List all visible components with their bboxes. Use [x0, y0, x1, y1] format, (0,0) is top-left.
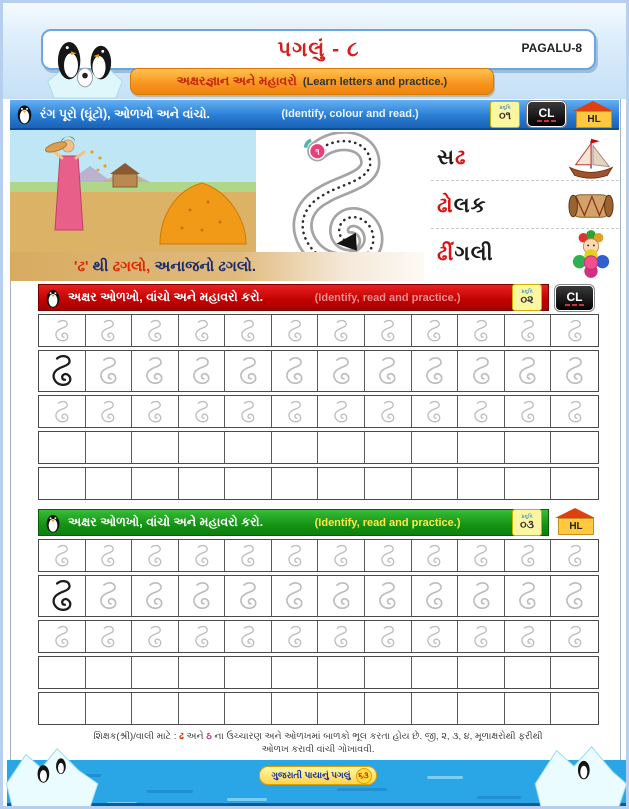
activity-3-instruction-english: (Identify, read and practice.): [314, 516, 461, 529]
activity-banner-2: [38, 284, 549, 311]
trace-cell: [272, 621, 319, 652]
trace-cell: [272, 540, 319, 571]
iceberg-left-icon: [3, 737, 113, 809]
practice-row: [38, 350, 599, 392]
dha-letter-glyph: [565, 319, 585, 343]
trace-cell: [505, 315, 552, 346]
dha-letter-glyph: [375, 356, 400, 386]
trace-cell: [458, 693, 505, 724]
dha-letter-glyph: [424, 544, 444, 568]
dha-letter-glyph: [378, 625, 398, 649]
trace-cell: [318, 657, 365, 688]
subheader-banner: [130, 68, 494, 95]
trace-cell: [39, 576, 86, 616]
dha-letter-glyph: [518, 400, 538, 424]
trace-cell: [179, 315, 226, 346]
trace-cell: [39, 432, 86, 463]
dha-letter-glyph: [192, 319, 212, 343]
trace-cell: [132, 693, 179, 724]
dha-letter-glyph: [238, 544, 258, 568]
practice-row: [38, 314, 599, 347]
trace-cell: [551, 540, 598, 571]
trace-cell: [39, 540, 86, 571]
dha-letter-glyph: [562, 581, 587, 611]
dha-letter-glyph: [285, 625, 305, 649]
trace-cell: [412, 351, 459, 391]
page-code: PAGALU-8: [521, 41, 582, 55]
trace-cell: [132, 468, 179, 499]
trace-cell: [551, 693, 598, 724]
trace-cell: [412, 540, 459, 571]
trace-cell: [458, 621, 505, 652]
activity-1-number-badge: [490, 101, 520, 128]
activity-2-instruction-gujarati: અક્ષર ઓળખો, વાંચો અને મહાવરો કરો.: [68, 290, 264, 304]
dha-letter-glyph: [52, 319, 72, 343]
trace-cell: [225, 468, 272, 499]
trace-cell: [505, 432, 552, 463]
penguin-logo-icon: [43, 23, 127, 103]
trace-cell: [86, 576, 133, 616]
activity-1-instruction-english: (Identify, colour and read.): [281, 108, 419, 120]
page-title: પગલું - ૮: [277, 37, 360, 61]
trace-cell: [132, 432, 179, 463]
trace-cell: [86, 396, 133, 427]
trace-cell: [505, 576, 552, 616]
dha-letter-glyph: [518, 625, 538, 649]
dha-letter-glyph: [329, 356, 354, 386]
trace-cell: [412, 468, 459, 499]
trace-cell: [86, 351, 133, 391]
word-text: સઢ: [437, 146, 467, 169]
trace-cell: [365, 396, 412, 427]
trace-cell: [458, 396, 505, 427]
trace-cell: [365, 540, 412, 571]
trace-cell: [551, 351, 598, 391]
trace-cell: [458, 432, 505, 463]
classwork-badge-label: CL: [538, 105, 555, 120]
practice-row: [38, 620, 599, 653]
trace-cell: [132, 396, 179, 427]
dha-letter-glyph: [98, 625, 118, 649]
trace-cell: [551, 432, 598, 463]
book-title: ગુજરાતી પાયાનું પગલું: [271, 770, 351, 780]
trace-cell: [458, 468, 505, 499]
classwork-badge-label: CL: [566, 289, 583, 304]
sailboat-icon: [563, 135, 619, 181]
practice-row: [38, 692, 599, 725]
trace-cell: [318, 432, 365, 463]
trace-cell: [132, 657, 179, 688]
activity-2-number: ૦૨: [520, 293, 534, 306]
trace-cell: [272, 396, 319, 427]
dha-letter-glyph: [424, 625, 444, 649]
dha-letter-glyph: [378, 400, 398, 424]
dha-letter-glyph: [378, 319, 398, 343]
word-item: [431, 232, 619, 276]
dha-letter-glyph: [145, 625, 165, 649]
lesson-caption: 'ઢ' થી ઢગલો, અનાજનો ઢગલો.: [73, 258, 257, 275]
trace-cell: [86, 315, 133, 346]
activity-3-instruction-gujarati: અક્ષર ઓળખો, વાંચો અને મહાવરો કરો.: [68, 515, 264, 529]
trace-cell: [179, 432, 226, 463]
trace-cell: [365, 657, 412, 688]
dha-letter-glyph: [52, 625, 72, 649]
trace-cell: [179, 396, 226, 427]
activity-banner-3: [38, 509, 549, 536]
dha-letter-glyph: [378, 544, 398, 568]
trace-cell: [318, 468, 365, 499]
trace-cell: [551, 396, 598, 427]
dha-letter-glyph: [52, 544, 72, 568]
trace-cell: [318, 315, 365, 346]
trace-cell: [505, 621, 552, 652]
trace-cell: [179, 468, 226, 499]
dha-letter-glyph: [98, 319, 118, 343]
dha-letter-glyph: [96, 356, 121, 386]
dha-letter-glyph: [98, 400, 118, 424]
dha-letter-glyph: [282, 581, 307, 611]
trace-cell: [39, 396, 86, 427]
trace-cell: [86, 657, 133, 688]
trace-cell: [179, 540, 226, 571]
trace-cell: [365, 351, 412, 391]
trace-cell: [412, 657, 459, 688]
homework-badge: [573, 101, 613, 127]
trace-cell: [412, 576, 459, 616]
dha-letter-glyph: [424, 400, 444, 424]
dha-letter-glyph: [422, 356, 447, 386]
homework-badge-label: HL: [576, 111, 612, 128]
trace-cell: [318, 621, 365, 652]
trace-cell: [551, 657, 598, 688]
homework-badge-label: HL: [558, 518, 594, 535]
dha-letter-glyph: [192, 625, 212, 649]
trace-cell: [458, 351, 505, 391]
dha-letter-glyph: [515, 356, 540, 386]
trace-cell: [179, 351, 226, 391]
dha-letter-glyph: [565, 544, 585, 568]
dha-letter-glyph: [518, 544, 538, 568]
trace-cell: [365, 468, 412, 499]
trace-cell: [225, 657, 272, 688]
trace-cell: [86, 540, 133, 571]
dha-letter-glyph: [471, 319, 491, 343]
trace-cell: [225, 396, 272, 427]
word-item: [431, 136, 619, 181]
dha-letter-glyph: [285, 544, 305, 568]
trace-cell: [412, 396, 459, 427]
dha-letter-glyph: [471, 625, 491, 649]
dha-letter-glyph: [48, 354, 76, 388]
trace-cell: [365, 432, 412, 463]
teacher-note: શિક્ષક(શ્રી)/વાલી માટે : ઢ અને ઠ ના ઉચ્ચારણ અને ઓળખમાં બાળકો ભૂલ કરતા હોય છે. જી, ૨, ૩, ૪, મૂળાક્ષરોથી ફરીથી ઓળખ કરાવી વાંચી ગોખાવવી.: [93, 731, 543, 755]
trace-cell: [365, 621, 412, 652]
trace-cell: [39, 351, 86, 391]
doll-icon: [563, 230, 619, 278]
practice-row: [38, 575, 599, 617]
trace-cell: [39, 468, 86, 499]
trace-cell: [505, 351, 552, 391]
trace-cell: [318, 693, 365, 724]
trace-cell: [132, 576, 179, 616]
practice-row: [38, 395, 599, 428]
house-roof-icon: [573, 101, 613, 111]
dha-letter-glyph: [238, 319, 258, 343]
trace-cell: [179, 576, 226, 616]
activity-2-instruction-english: (Identify, read and practice.): [314, 291, 461, 304]
activity-3-number: ૦૩: [520, 518, 534, 531]
trace-cell: [412, 432, 459, 463]
classwork-badge: [527, 101, 566, 127]
activity-2-number-badge: [512, 284, 542, 311]
trace-cell: [179, 657, 226, 688]
trace-cell: [505, 657, 552, 688]
dha-letter-glyph: [52, 400, 72, 424]
dha-letter-glyph: [189, 356, 214, 386]
trace-cell: [318, 396, 365, 427]
trace-cell: [225, 621, 272, 652]
caption-strip: [10, 252, 424, 281]
dha-letter-glyph: [238, 625, 258, 649]
trace-cell: [505, 396, 552, 427]
dha-letter-glyph: [375, 581, 400, 611]
trace-cell: [225, 432, 272, 463]
activity-badge-label: પ્રવૃત્તિ: [499, 105, 511, 111]
dha-letter-glyph: [282, 356, 307, 386]
trace-cell: [225, 693, 272, 724]
dha-letter-glyph: [285, 319, 305, 343]
page-number: ૬૩: [356, 768, 372, 784]
dha-letter-glyph: [331, 625, 351, 649]
book-title-pill: [258, 766, 376, 785]
trace-cell: [458, 315, 505, 346]
trace-cell: [272, 351, 319, 391]
trace-cell: [505, 693, 552, 724]
trace-cell: [86, 432, 133, 463]
trace-cell: [39, 657, 86, 688]
dha-letter-glyph: [285, 400, 305, 424]
dha-letter-glyph: [469, 356, 494, 386]
practice-grid-2: [38, 539, 599, 728]
practice-grid-1: [38, 314, 599, 503]
trace-cell: [318, 540, 365, 571]
trace-cell: [458, 540, 505, 571]
trace-cell: [132, 540, 179, 571]
dha-letter-glyph: [331, 319, 351, 343]
penguin-icon: [45, 512, 61, 534]
practice-row: [38, 431, 599, 464]
activity-3-number-badge: [512, 509, 542, 536]
word-text: ઢીંગલી: [437, 242, 494, 265]
word-text: ઢોલક: [437, 194, 487, 217]
trace-cell: [272, 693, 319, 724]
penguin-icon: [45, 287, 61, 309]
trace-cell: [86, 693, 133, 724]
trace-cell: [458, 657, 505, 688]
practice-row: [38, 656, 599, 689]
dha-letter-glyph: [422, 581, 447, 611]
word-item: [431, 184, 619, 229]
dha-letter-glyph: [562, 356, 587, 386]
dha-letter-glyph: [471, 544, 491, 568]
trace-cell: [365, 576, 412, 616]
practice-row: [38, 539, 599, 572]
trace-cell: [272, 576, 319, 616]
trace-cell: [365, 693, 412, 724]
trace-cell: [225, 351, 272, 391]
dha-letter-glyph: [192, 400, 212, 424]
dha-letter-glyph: [518, 319, 538, 343]
iceberg-right-icon: [522, 737, 629, 809]
subheader-english: (Learn letters and practice.): [302, 75, 448, 88]
dha-letter-glyph: [565, 625, 585, 649]
trace-cell: [39, 693, 86, 724]
trace-cell: [132, 315, 179, 346]
trace-cell: [132, 621, 179, 652]
dha-letter-glyph: [469, 581, 494, 611]
trace-cell: [86, 621, 133, 652]
activity-badge-label: પ્રવૃત્તિ: [521, 513, 533, 520]
trace-cell: [272, 315, 319, 346]
dha-letter-glyph: [189, 581, 214, 611]
vocabulary-panel: [431, 136, 619, 276]
trace-cell: [551, 576, 598, 616]
trace-cell: [365, 315, 412, 346]
trace-cell: [225, 576, 272, 616]
dha-letter-glyph: [236, 581, 261, 611]
dha-letter-glyph: [236, 356, 261, 386]
dha-letter-glyph: [98, 544, 118, 568]
dha-letter-glyph: [192, 544, 212, 568]
dha-letter-glyph: [565, 400, 585, 424]
dha-letter-glyph: [145, 544, 165, 568]
trace-cell: [272, 657, 319, 688]
trace-start-number: ૧: [315, 146, 320, 157]
dha-letter-glyph: [48, 579, 76, 613]
trace-cell: [179, 693, 226, 724]
trace-cell: [412, 693, 459, 724]
trace-cell: [179, 621, 226, 652]
dha-letter-glyph: [145, 319, 165, 343]
trace-cell: [86, 468, 133, 499]
trace-cell: [412, 315, 459, 346]
trace-cell: [318, 576, 365, 616]
trace-cell: [551, 315, 598, 346]
trace-cell: [458, 576, 505, 616]
house-roof-icon: [555, 508, 595, 518]
trace-cell: [39, 315, 86, 346]
trace-cell: [272, 468, 319, 499]
dha-letter-glyph: [96, 581, 121, 611]
dha-letter-glyph: [471, 400, 491, 424]
trace-cell: [412, 621, 459, 652]
dha-letter-glyph: [142, 581, 167, 611]
homework-badge: [555, 508, 595, 534]
dholak-drum-icon: [563, 191, 619, 221]
dha-letter-glyph: [145, 400, 165, 424]
trace-cell: [551, 468, 598, 499]
dha-letter-glyph: [142, 356, 167, 386]
trace-cell: [225, 540, 272, 571]
activity-banner-1: [10, 99, 619, 130]
penguin-icon: [16, 102, 33, 126]
trace-cell: [225, 315, 272, 346]
activity-badge-label: પ્રવૃત્તિ: [521, 288, 533, 295]
classwork-badge: [555, 285, 594, 311]
dha-letter-glyph: [515, 581, 540, 611]
trace-cell: [505, 468, 552, 499]
trace-cell: [272, 432, 319, 463]
dha-letter-glyph: [331, 544, 351, 568]
trace-cell: [39, 621, 86, 652]
dha-letter-glyph: [424, 319, 444, 343]
scene-illustration: [10, 130, 256, 252]
activity-1-number: ૦૧: [499, 110, 512, 122]
dha-letter-glyph: [331, 400, 351, 424]
trace-cell: [505, 540, 552, 571]
subheader-gujarati: અક્ષરજ્ઞાન અને મહાવરો: [176, 74, 297, 88]
trace-cell: [132, 351, 179, 391]
dha-letter-glyph: [329, 581, 354, 611]
trace-cell: [551, 621, 598, 652]
dha-letter-glyph: [238, 400, 258, 424]
trace-cell: [318, 351, 365, 391]
practice-row: [38, 467, 599, 500]
activity-1-instruction-gujarati: રંગ પૂરો (ઘૂંટો), ઓળખો અને વાંચો.: [40, 106, 211, 121]
